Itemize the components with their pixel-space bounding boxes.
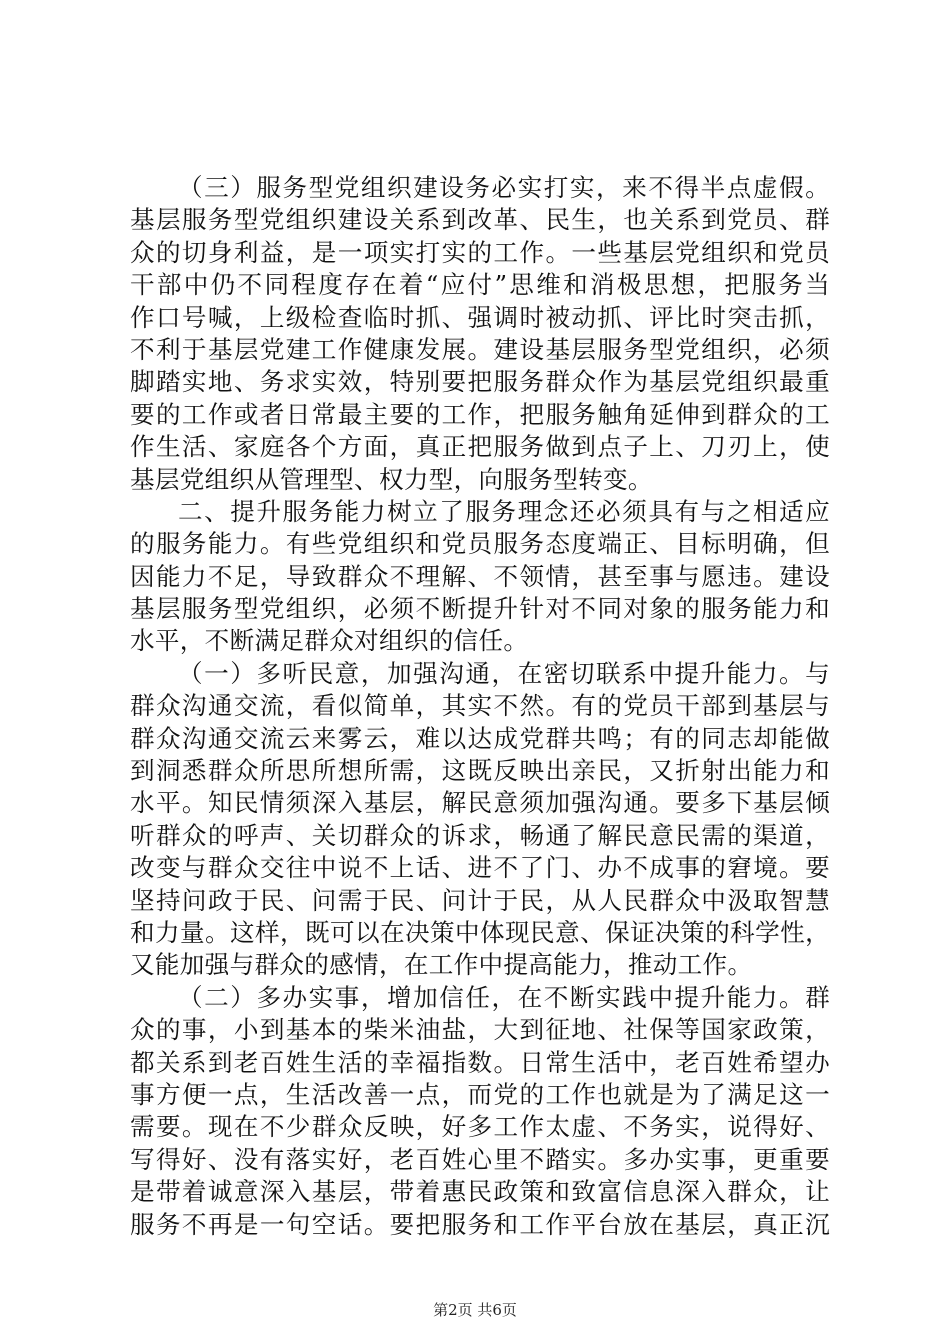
text-line: 改变与群众交往中说不上话、进不了门、办不成事的窘境。要 [130,853,830,883]
text-line: 都关系到老百姓生活的幸福指数。日常生活中，老百姓希望办 [130,1047,830,1077]
text-line: 水平，不断满足群众对组织的信任。 [130,626,529,656]
text-line: 写得好、没有落实好，老百姓心里不踏实。多办实事，更重要 [130,1144,830,1174]
text-line: 到洞悉群众所思所想所需，这既反映出亲民，又折射出能力和 [130,756,830,786]
text-line: 又能加强与群众的感情，在工作中提高能力，推动工作。 [130,950,753,980]
text-line: 众的切身利益，是一项实打实的工作。一些基层党组织和党员 [130,237,830,267]
text-line: 二、提升服务能力树立了服务理念还必须具有与之相适应 [178,496,830,526]
text-line: 作口号喊，上级检查临时抓、强调时被动抓、评比时突击抓， [130,302,830,332]
text-line: 众的事，小到基本的柴米油盐，大到征地、社保等国家政策， [130,1015,830,1045]
text-line: 基层党组织从管理型、权力型，向服务型转变。 [130,464,653,494]
text-line: 群众沟通交流，看似简单，其实不然。有的党员干部到基层与 [130,691,830,721]
text-line: 服务不再是一句空话。要把服务和工作平台放在基层，真正沉 [130,1209,830,1239]
text-line: 听群众的呼声、关切群众的诉求，畅通了解民意民需的渠道， [130,820,830,850]
text-line: 基层服务型党组织，必须不断提升针对不同对象的服务能力和 [130,594,830,624]
text-line: 坚持问政于民、问需于民、问计于民，从人民群众中汲取智慧 [130,885,830,915]
text-line: 水平。知民情须深入基层，解民意须加强沟通。要多下基层倾 [130,788,830,818]
text-line: 的服务能力。有些党组织和党员服务态度端正、目标明确，但 [130,529,830,559]
text-line: 事方便一点，生活改善一点，而党的工作也就是为了满足这一 [130,1079,830,1109]
body-text [130,172,830,1241]
text-line: 群众沟通交流云来雾云，难以达成党群共鸣；有的同志却能做 [130,723,830,753]
text-line: 干部中仍不同程度存在着“应付”思维和消极思想，把服务当 [130,270,830,300]
text-line: 需要。现在不少群众反映，好多工作太虚、不务实，说得好、 [130,1112,830,1142]
page-footer: 第2页 共6页 [433,1301,517,1319]
text-line: （三）服务型党组织建设务必实打实，来不得半点虚假。 [178,173,830,202]
text-line: 因能力不足，导致群众不理解、不领情，甚至事与愿违。建设 [130,561,830,591]
text-line: 脚踏实地、务求实效，特别要把服务群众作为基层党组织最重 [130,367,830,397]
text-line: 和力量。这样，既可以在决策中体现民意、保证决策的科学性， [130,917,830,947]
text-line: （二）多办实事，增加信任，在不断实践中提升能力。群 [178,982,830,1012]
text-line: （一）多听民意，加强沟通，在密切联系中提升能力。与 [178,658,830,688]
text-line: 要的工作或者日常最主要的工作，把服务触角延伸到群众的工 [130,399,830,429]
text-line: 是带着诚意深入基层，带着惠民政策和致富信息深入群众，让 [130,1177,830,1207]
text-line: 作生活、家庭各个方面，真正把服务做到点子上、刀刃上，使 [130,432,830,462]
text-line: 不利于基层党建工作健康发展。建设基层服务型党组织，必须 [130,334,830,364]
text-line: 基层服务型党组织建设关系到改革、民生，也关系到党员、群 [130,205,830,235]
